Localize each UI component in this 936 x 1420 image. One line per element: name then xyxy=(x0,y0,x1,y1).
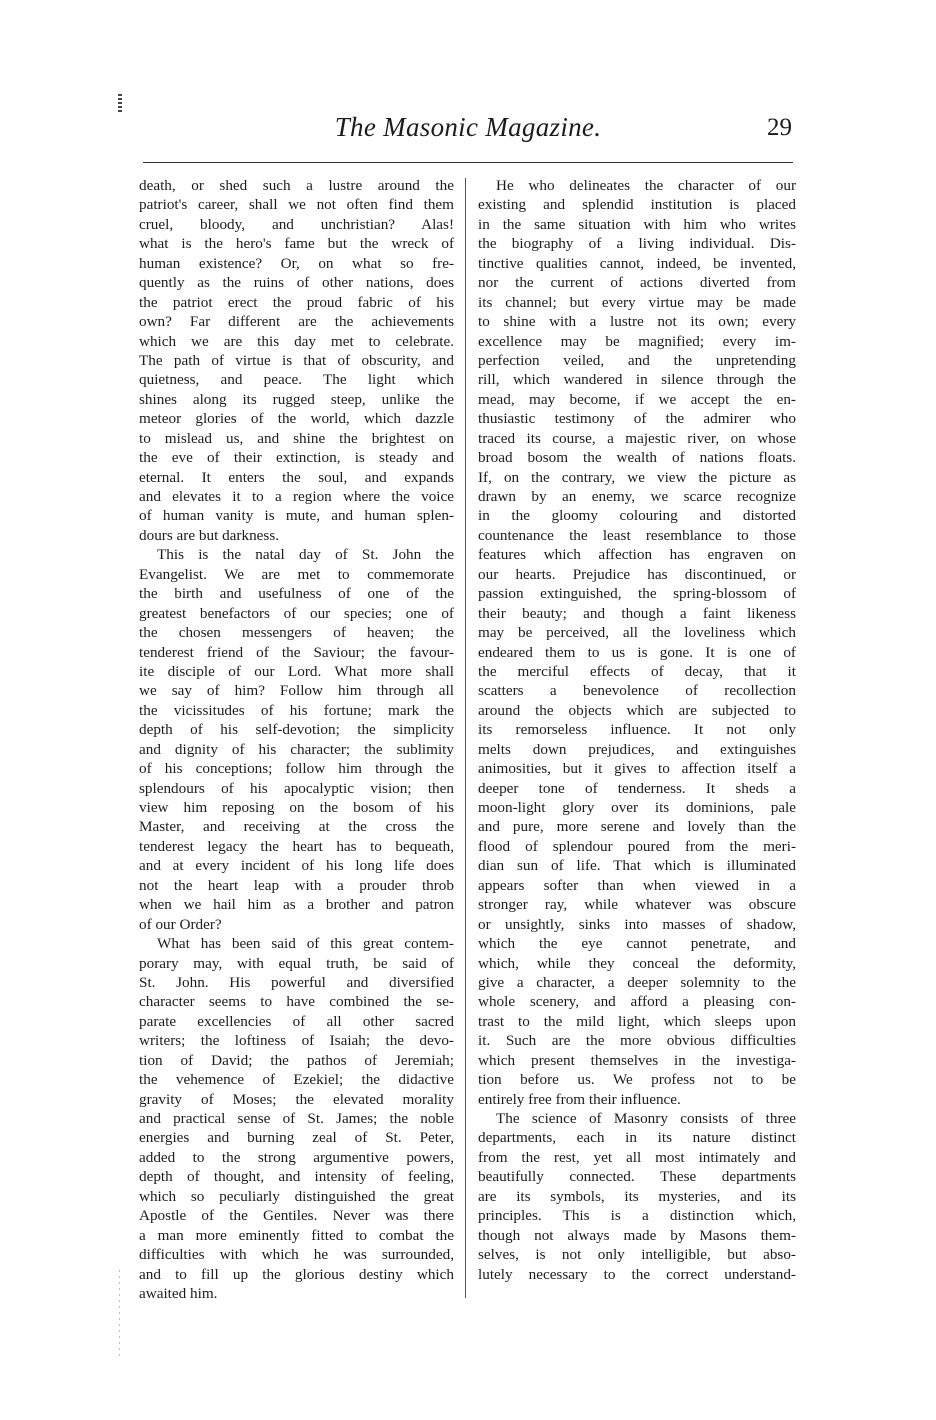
text-line: writers; the loftiness of Isaiah; the devo- xyxy=(139,1032,454,1050)
text-line: its channel; but every virtue may be made xyxy=(478,293,796,311)
text-line: moon-light glory over its dominions, pale xyxy=(478,799,796,816)
text-line: from the rest, yet all most intimately and xyxy=(478,1148,796,1166)
text-line: and practical sense of St. James; the noble xyxy=(139,1110,454,1127)
text-line: porary may, with equal truth, be said of xyxy=(139,954,454,972)
text-line: when we hail him as a brother and patron xyxy=(139,896,454,914)
text-line: tion of David; the pathos of Jeremiah; xyxy=(139,1051,454,1069)
text-line: patriot's career, shall we not often find them xyxy=(139,196,454,214)
text-line: trast to the mild light, which sleeps upon xyxy=(478,1012,796,1030)
text-line: drawn by an enemy, we scarce recognize xyxy=(478,488,796,505)
text-line: perfection veiled, and the unpretending xyxy=(478,351,796,369)
text-line: passion extinguished, the spring-blossom of xyxy=(478,585,796,603)
text-line: This is the natal day of St. John the xyxy=(157,546,454,564)
text-line: and at every incident of his long life does xyxy=(139,857,454,875)
header-rule xyxy=(143,162,793,163)
text-line: which the eye cannot penetrate, and xyxy=(478,935,796,953)
text-line: flood of splendour poured from the meri- xyxy=(478,837,796,855)
text-line: traced its course, a majestic river, on whose xyxy=(478,429,796,447)
text-line: scatters a benevolence of recollection xyxy=(478,682,796,700)
text-line: dours are but darkness. xyxy=(139,526,280,544)
running-title: The Masonic Magazine. xyxy=(334,112,602,142)
text-line: and dignity of his character; the sublimity xyxy=(139,740,454,758)
text-line: ite disciple of our Lord. What more shall xyxy=(139,662,454,680)
text-line: beautifully connected. These departments xyxy=(478,1168,796,1186)
text-line: dian sun of life. That which is illuminated xyxy=(478,857,796,875)
text-line: view him reposing on the bosom of his xyxy=(139,799,454,816)
text-line: added to the strong argumentive powers, xyxy=(139,1148,454,1166)
text-line: entirely free from their influence. xyxy=(478,1090,681,1108)
text-line: deeper tone of tenderness. It sheds a xyxy=(478,779,796,797)
text-line: the merciful effects of decay, that it xyxy=(478,662,796,680)
text-line: quently as the ruins of other nations, does xyxy=(139,274,454,292)
text-line: the biography of a living individual. Dis- xyxy=(478,235,796,253)
text-line: principles. This is a distinction which, xyxy=(478,1207,796,1225)
text-line: features which affection has engraven on xyxy=(478,546,796,564)
text-line: splendours of his apocalyptic vision; then xyxy=(139,779,454,797)
text-line: What has been said of this great contem- xyxy=(157,935,454,953)
text-line: The science of Masonry consists of three xyxy=(496,1110,796,1127)
text-line: meteor glories of the world, which dazzle xyxy=(139,410,454,428)
text-line: greatest benefactors of our species; one of xyxy=(139,604,454,622)
text-line: depth of his self-devotion; the simplicity xyxy=(139,721,454,739)
text-line: which so peculiarly distinguished the great xyxy=(139,1187,454,1205)
text-line: quietness, and peace. The light which xyxy=(139,371,454,389)
text-line: to mislead us, and shine the brightest on xyxy=(139,429,454,447)
text-line: in the gloomy colouring and distorted xyxy=(478,507,796,525)
text-line: The path of virtue is that of obscurity, and xyxy=(139,351,454,369)
text-line: which, while they conceal the deformity, xyxy=(478,954,796,972)
text-line: give a character, a deeper solemnity to the xyxy=(478,973,796,991)
text-line: parate excellencies of all other sacred xyxy=(139,1012,454,1030)
text-line: though not always made by Masons them- xyxy=(478,1226,796,1244)
text-line: which we are this day met to celebrate. xyxy=(139,332,454,350)
text-line: its remorseless influence. It not only xyxy=(478,721,796,739)
text-line: may be perceived, all the loveliness which xyxy=(478,624,796,642)
text-line: the patriot erect the proud fabric of his xyxy=(139,293,454,311)
text-line: depth of thought, and intensity of feeling, xyxy=(139,1168,454,1186)
text-line: and to fill up the glorious destiny which xyxy=(139,1265,454,1283)
text-line: cruel, bloody, and unchristian? Alas! xyxy=(139,215,454,233)
text-line: Apostle of the Gentiles. Never was there xyxy=(139,1207,454,1225)
text-line: not the heart leap with a prouder throb xyxy=(139,876,454,894)
text-line: the birth and usefulness of one of the xyxy=(139,585,454,603)
text-line: tenderest friend of the Saviour; the favour- xyxy=(139,643,454,661)
text-line: tion before us. We profess not to be xyxy=(478,1071,796,1089)
text-line: gravity of Moses; the elevated morality xyxy=(139,1090,454,1108)
text-line: melts down prejudices, and extinguishes xyxy=(478,740,796,758)
text-line: it. Such are the more obvious difficulties xyxy=(478,1032,796,1050)
text-line: the eve of their extinction, is steady and xyxy=(139,449,454,467)
text-line: in the same situation with him who writes xyxy=(478,215,796,233)
text-line: awaited him. xyxy=(139,1284,218,1302)
text-line: selves, is not only intelligible, but abso- xyxy=(478,1246,796,1264)
text-line: around the objects which are subjected to xyxy=(478,701,796,719)
text-line: excellence may be magnified; every im- xyxy=(478,332,796,350)
text-line: own? Far different are the achievements xyxy=(139,313,454,331)
text-line: St. John. His powerful and diversified xyxy=(139,973,454,991)
right-column xyxy=(478,176,796,1284)
text-line: death, or shed such a lustre around the xyxy=(139,177,454,194)
text-line: difficulties with which he was surrounded, xyxy=(139,1246,454,1264)
left-column xyxy=(139,176,454,1303)
text-line: countenance the least resemblance to those xyxy=(478,526,796,544)
text-line: eternal. It enters the soul, and expands xyxy=(139,468,454,486)
text-line: nor the current of actions diverted from xyxy=(478,274,796,292)
text-line: existing and splendid institution is placed xyxy=(478,196,796,214)
text-line: departments, each in its nature distinct xyxy=(478,1129,796,1147)
text-line: If, on the contrary, we view the picture as xyxy=(478,468,796,486)
text-line: their beauty; and though a faint likeness xyxy=(478,604,796,622)
text-line: animosities, but it gives to affection itself a xyxy=(478,760,796,778)
text-line: to shine with a lustre not its own; every xyxy=(478,313,796,331)
text-line: stronger ray, while whatever was obscure xyxy=(478,896,796,914)
page-number: 29 xyxy=(767,114,792,141)
text-line: broad bosom the wealth of nations floats. xyxy=(478,449,796,467)
text-line: whole scenery, and afford a pleasing con- xyxy=(478,993,796,1011)
text-line: tinctive qualities cannot, indeed, be invented, xyxy=(478,254,796,272)
text-line: shines along its rugged steep, unlike the xyxy=(139,390,454,408)
text-line: endeared them to us is gone. It is one of xyxy=(478,643,796,661)
text-line: rill, which wandered in silence through the xyxy=(478,371,796,389)
text-line: or unsightly, sinks into masses of shadow, xyxy=(478,915,796,933)
text-line: He who delineates the character of our xyxy=(496,177,796,194)
margin-mark xyxy=(118,94,122,114)
text-line: our hearts. Prejudice has discontinued, or xyxy=(478,565,796,583)
text-line: a man more eminently fitted to combat the xyxy=(139,1226,454,1244)
text-line: Master, and receiving at the cross the xyxy=(139,818,454,836)
text-line: what is the hero's fame but the wreck of xyxy=(139,235,454,253)
column-divider xyxy=(465,178,466,1298)
text-line: of our Order? xyxy=(139,915,222,933)
text-line: lutely necessary to the correct understand- xyxy=(478,1265,796,1283)
text-line: energies and burning zeal of St. Peter, xyxy=(139,1129,454,1147)
text-line: thusiastic testimony of the admirer who xyxy=(478,410,796,428)
text-line: are its symbols, its mysteries, and its xyxy=(478,1187,796,1205)
text-line: and pure, more serene and lovely than the xyxy=(478,818,796,836)
text-line: of human vanity is mute, and human splen- xyxy=(139,507,454,525)
text-line: which present themselves in the investiga- xyxy=(478,1051,796,1069)
text-line: Evangelist. We are met to commemorate xyxy=(139,565,454,583)
text-line: tenderest legacy the heart has to bequeath, xyxy=(139,837,454,855)
text-line: the chosen messengers of heaven; the xyxy=(139,624,454,642)
text-line: character seems to have combined the se- xyxy=(139,993,454,1011)
text-line: and elevates it to a region where the voice xyxy=(139,488,454,505)
text-line: mead, may become, if we accept the en- xyxy=(478,390,796,408)
text-line: appears softer than when viewed in a xyxy=(478,876,796,894)
text-line: the vehemence of Ezekiel; the didactive xyxy=(139,1071,454,1089)
text-line: we say of him? Follow him through all xyxy=(139,682,454,700)
margin-dots xyxy=(119,1270,120,1360)
text-line: human existence? Or, on what so fre- xyxy=(139,254,454,272)
text-line: the vicissitudes of his fortune; mark the xyxy=(139,701,454,719)
text-line: of his conceptions; follow him through the xyxy=(139,760,454,778)
